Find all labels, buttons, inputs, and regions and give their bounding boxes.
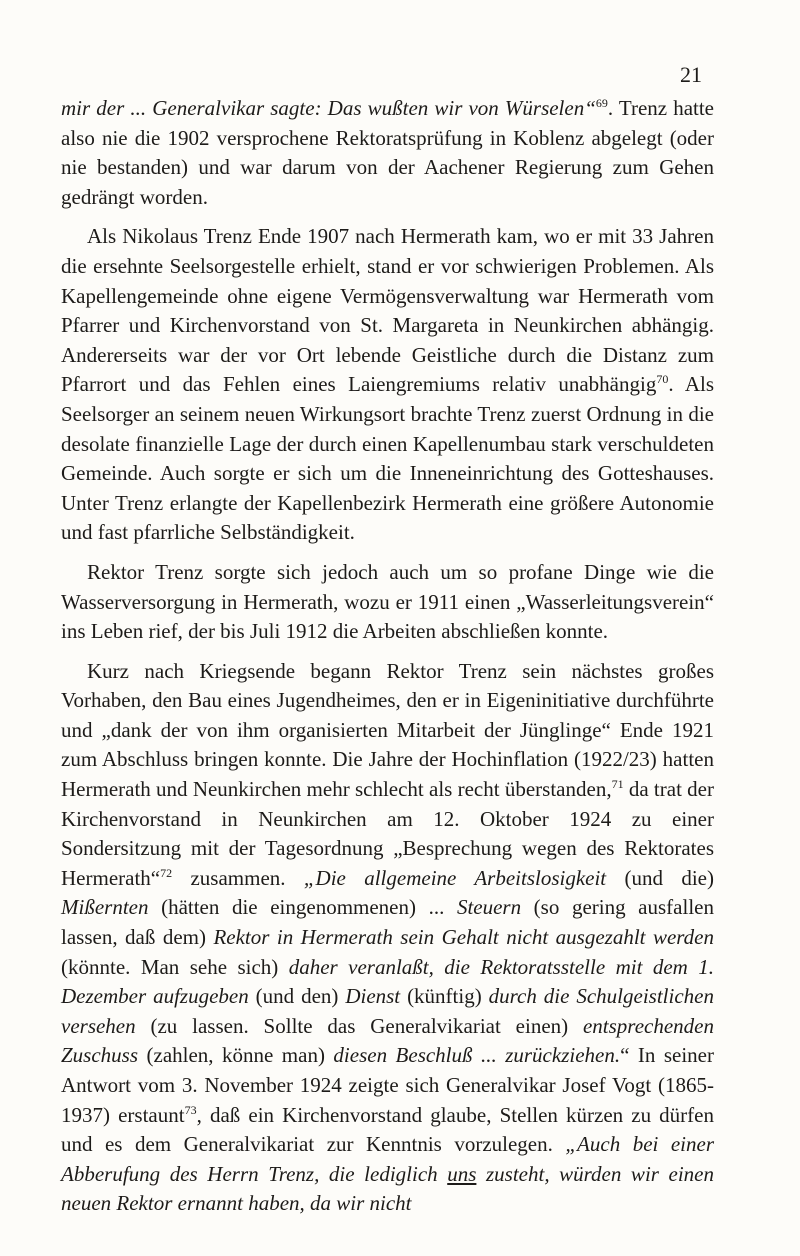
text-run: (so gering ausfallen lassen, daß dem) [61, 895, 714, 950]
paragraph-1 [61, 94, 714, 212]
footnote-ref: 69 [595, 96, 608, 110]
text-run: da trat der Kirchenvorstand in Neunkirchen am 12. Oktober 1924 zu einer Sondersitzung mit der Tagesordnung „Besprechung wegen des Rektorates Hermerath“ [61, 777, 714, 890]
body-text [61, 94, 714, 1229]
text-run: (könnte. Man sehe sich) [61, 954, 289, 979]
text-run: (künftig) [400, 984, 489, 1009]
italic-text: Steuern [456, 895, 522, 920]
paragraph-2 [61, 222, 714, 548]
text-run: Rektor Trenz sorgte sich jedoch auch um so profane Dinge wie die Wasserversorgung in Hermerath, wozu er 1911 einen „Wasserleitungsverein“ ins Leben rief, der bis Juli 1912 die Arbeiten abschließen konnte. [61, 559, 714, 644]
footnote-ref: 70 [656, 372, 669, 387]
italic-text: durch die Schulgeistlichen versehen [61, 984, 714, 1038]
text-run: (hätten die eingenommenen) ... [148, 895, 457, 920]
text-run: , daß ein Kirchenvorstand glaube, Stellen kürzen zu dürfen und es dem Generalvikariat zur Kenntnis vorzulegen. [61, 1102, 714, 1157]
underlined-text: uns [447, 1161, 477, 1186]
text-run: (und die) [606, 865, 714, 890]
text-run: (und den) [248, 984, 346, 1009]
text-run: “ In seiner Antwort vom 3. November 1924 zeigte sich Generalvikar Josef Vogt (1865-1937) erstaunt [61, 1043, 714, 1127]
italic-text: diesen Beschluß ... zurückziehen. [333, 1043, 621, 1068]
paragraph-4 [61, 657, 714, 1219]
italic-text: Dienst [345, 984, 401, 1009]
italic-text: mir der ... Generalvikar sagte: Das wußten wir von Würselen“ [61, 96, 596, 120]
italic-text: zusteht, würden wir einen neuen Rektor ernannt haben, da wir nicht [61, 1161, 714, 1216]
paragraph-3 [61, 558, 714, 647]
italic-text: daher veranlaßt, die Rektoratsstelle mit dem 1. Dezember aufzugeben [61, 954, 714, 1009]
text-run: zusammen. [172, 865, 304, 890]
italic-text: Mißernten [61, 895, 149, 920]
page-number: 21 [680, 62, 702, 87]
italic-text: Rektor in Hermerath sein Gehalt nicht ausgezahlt werden [213, 925, 714, 950]
italic-text: „Auch bei einer Abberufung des Herrn Trenz, die lediglich [61, 1132, 714, 1186]
text-run: . Trenz hatte also nie die 1902 versprochene Rektoratsprüfung in Koblenz abgelegt (oder nie bestanden) und war darum von der Aachener Regierung zum Gehen gedrängt worden. [61, 96, 715, 209]
footnote-ref: 71 [611, 777, 624, 792]
text-run: Kurz nach Kriegsende begann Rektor Trenz sein nächstes großes Vorhaben, den Bau eines Jugendheimes, den er in Eigeninitiative durchführte und „dank der von ihm organisierten Mitarbeit der Jünglinge“ Ende 1921 zum Abschluss bringen konnte. Die Jahre der Hochinflation (1922/23) hatten Hermerath und Neunkirchen mehr schlecht als recht überstanden, [61, 658, 714, 802]
text-run: (zu lassen. Sollte das Generalvikariat einen) [135, 1013, 583, 1038]
footnote-ref: 72 [160, 865, 173, 880]
italic-text: „Die allgemeine Arbeitslosigkeit [303, 865, 607, 890]
italic-text: entsprechenden Zuschuss [61, 1013, 714, 1068]
footnote-ref: 73 [184, 1102, 197, 1117]
italic-text [447, 1162, 476, 1186]
text-run: (zahlen, könne man) [138, 1043, 334, 1068]
text-run: . Als Seelsorger an seinem neuen Wirkungsort brachte Trenz zuerst Ordnung in die desolate finanzielle Lage der durch einen Kapellenumbau stark verschuldeten Gemeinde. Auch sorgte er sich um die Inneneinrichtung des Gotteshauses. Unter Trenz erlangte der Kapellenbezirk Hermerath eine größere Autonomie und fast pfarrliche Selbständigkeit. [61, 372, 714, 545]
text-run: Als Nikolaus Trenz Ende 1907 nach Hermerath kam, wo er mit 33 Jahren die ersehnte Seelsorgestelle erhielt, stand er vor schwierigen Problemen. Als Kapellengemeinde ohne eigene Vermögensverwaltung war Hermerath vom Pfarrer und Kirchenvorstand von St. Margareta in Neunkirchen abhängig. Andererseits war der vor Ort lebende Geistliche durch die Distanz zum Pfarrort und das Fehlen eines Laiengremiums relativ unabhängig [61, 224, 714, 397]
